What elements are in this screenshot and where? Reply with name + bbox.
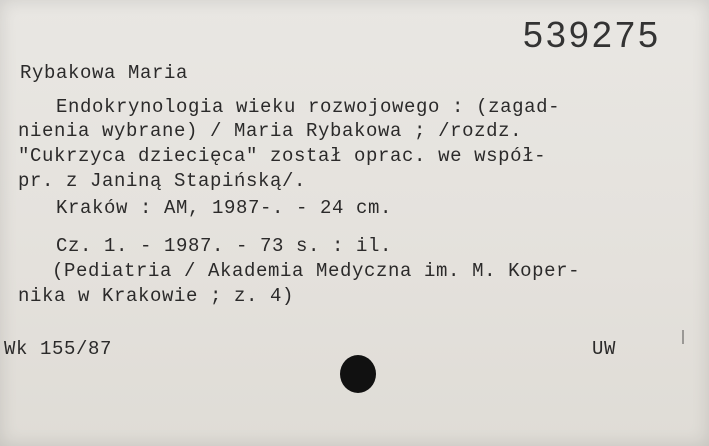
location-code: UW xyxy=(592,338,617,360)
edge-mark xyxy=(682,330,684,344)
title-line-2: nienia wybrane) / Maria Rybakowa ; /rozdz. xyxy=(18,120,523,142)
accession-number: 539275 xyxy=(522,14,661,55)
title-line-3: "Cukrzyca dziecięca" został oprac. we współ- xyxy=(18,145,547,167)
shelfmark: Wk 155/87 xyxy=(4,338,113,360)
title-line-4: pr. z Janiną Stapińską/. xyxy=(18,170,307,192)
title-line-1: Endokrynologia wieku rozwojowego : (zagad- xyxy=(56,96,561,118)
punch-hole xyxy=(340,355,376,393)
author-heading: Rybakowa Maria xyxy=(20,62,189,84)
imprint-line: Kraków : AM, 1987-. - 24 cm. xyxy=(56,197,393,219)
series-line-1: (Pediatria / Akademia Medyczna im. M. Koper- xyxy=(52,260,581,282)
part-line: Cz. 1. - 1987. - 73 s. : il. xyxy=(56,235,393,257)
series-line-2: nika w Krakowie ; z. 4) xyxy=(18,285,295,307)
